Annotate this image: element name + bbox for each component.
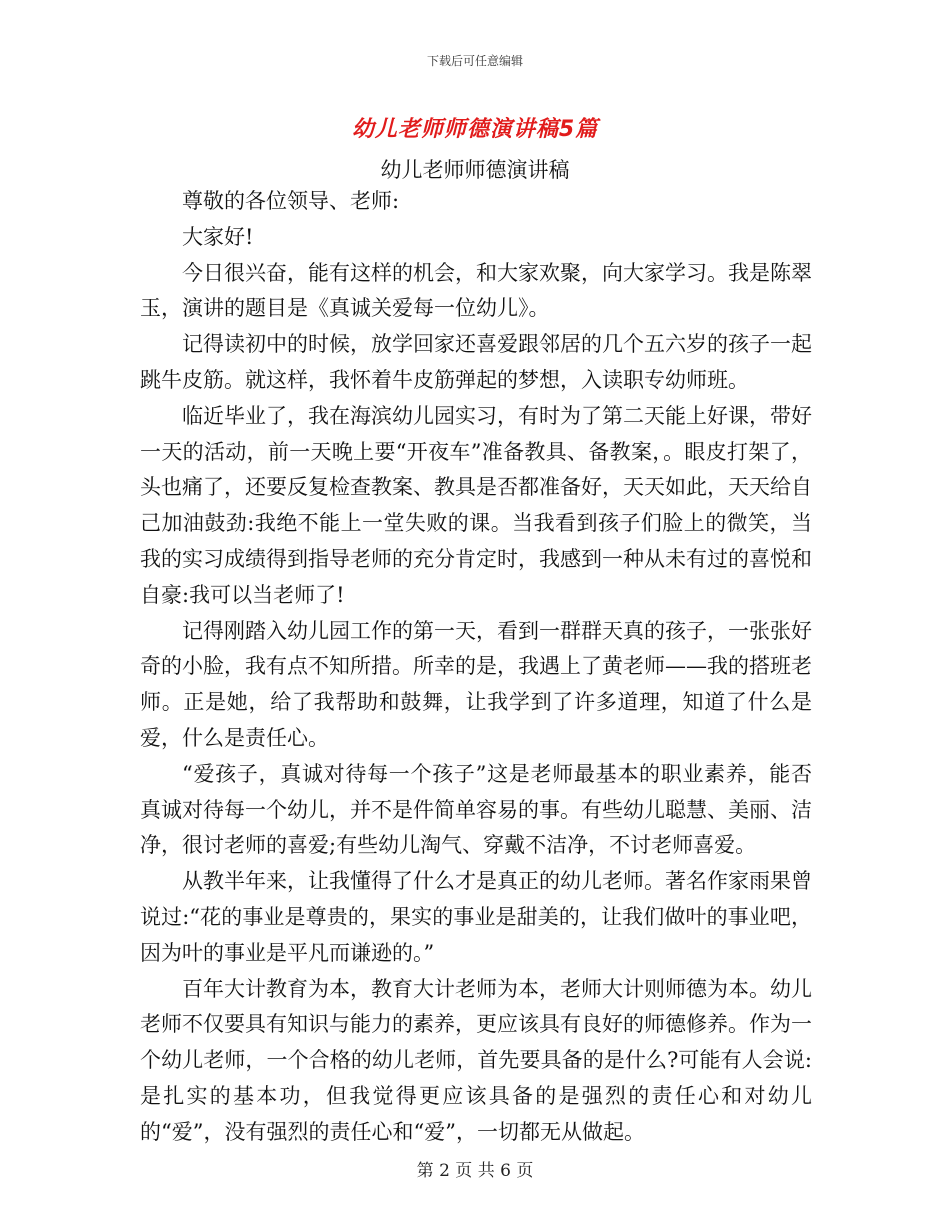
paragraph: 记得读初中的时候，放学回家还喜爱跟邻居的几个五六岁的孩子一起跳牛皮筋。就这样，我怀着牛皮筋弹起的梦想，入读职专幼师班。 (140, 332, 812, 392)
document-title: 幼儿老师师德演讲稿5篇 (351, 117, 599, 142)
document-subtitle: 幼儿老师师德演讲稿 (380, 158, 570, 182)
paragraph-greeting: 大家好! (182, 224, 254, 249)
page-number: 第 2 页 共 6 页 (416, 1161, 534, 1181)
header-note: 下载后可任意编辑 (426, 54, 523, 68)
document-body (140, 184, 812, 1151)
paragraph: 从教半年来，让我懂得了什么才是真正的幼儿老师。著名作家雨果曾说过:“花的事业是尊贵的，果实的事业是甜美的，让我们做叶的事业吧，因为叶的事业是平凡而谦逊的。” (140, 869, 812, 965)
paragraph: 今日很兴奋，能有这样的机会，和大家欢聚，向大家学习。我是陈翠玉，演讲的题目是《真诚关爱每一位幼儿》。 (140, 260, 812, 321)
paragraph: 百年大计教育为本，教育大计老师为本，老师大计则师德为本。幼儿老师不仅要具有知识与能力的素养，更应该具有良好的师德修养。作为一个幼儿老师，一个合格的幼儿老师，首先要具备的是什么?可能有人会说:是扎实的基本功，但我觉得更应该具备的是强烈的责任心和对幼儿的“爱”，没有强烈的责任心和“爱”，一切都无从做起。 (140, 976, 812, 1144)
paragraph-salutation: 尊敬的各位领导、老师: (182, 189, 400, 213)
paragraph: “爱孩子，真诚对待每一个孩子”这是老师最基本的职业素养，能否真诚对待每一个幼儿，并不是件简单容易的事。有些幼儿聪慧、美丽、洁净，很讨老师的喜爱;有些幼儿淘气、穿戴不洁净，不讨老师喜爱。 (140, 761, 812, 858)
paragraph: 临近毕业了，我在海滨幼儿园实习，有时为了第二天能上好课，带好一天的活动，前一天晚上要“开夜车”准备教具、备教案，。眼皮打架了，头也痛了，还要反复检查教案、教具是否都准备好，天天如此，天天给自己加油鼓劲:我绝不能上一堂失败的课。当我看到孩子们脸上的微笑，当我的实习成绩得到指导老师的充分肯定时，我感到一种从未有过的喜悦和自豪:我可以当老师了! (140, 403, 812, 607)
paragraph: 记得刚踏入幼儿园工作的第一天，看到一群群天真的孩子，一张张好奇的小脸，我有点不知所措。所幸的是，我遇上了黄老师——我的搭班老师。正是她，给了我帮助和鼓舞，让我学到了许多道理，知道了什么是爱，什么是责任心。 (140, 618, 812, 750)
